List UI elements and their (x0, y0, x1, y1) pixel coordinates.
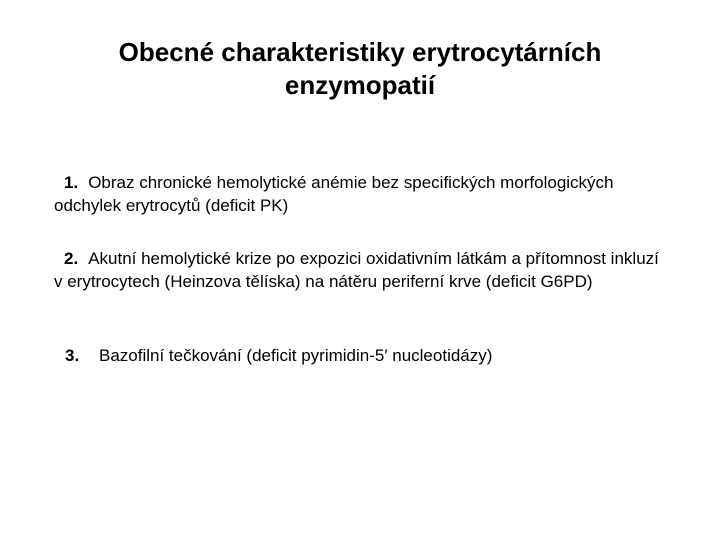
list-item (54, 247, 670, 293)
list-item-text: Bazofilní tečkování (deficit pyrimidin-5′ nucleotidázy) (99, 346, 493, 365)
list-item-text: Obraz chronické hemolytické anémie bez specifických morfologických odchylek erytrocytů (deficit PK) (54, 173, 614, 215)
list-item-number: 3. (65, 346, 80, 365)
list-item (54, 344, 670, 367)
slide-title: Obecné charakteristiky erytrocytárních enzymopatií (118, 37, 602, 100)
list-item-text: Akutní hemolytické krize po expozici oxidativním látkám a přítomnost inkluzí v erytrocytech (Heinzova tělíska) na nátěru periferní krve (deficit G6PD) (54, 249, 659, 291)
list-item (54, 171, 670, 217)
list-item-number: 1. (64, 173, 79, 192)
list-item-number: 2. (64, 249, 79, 268)
